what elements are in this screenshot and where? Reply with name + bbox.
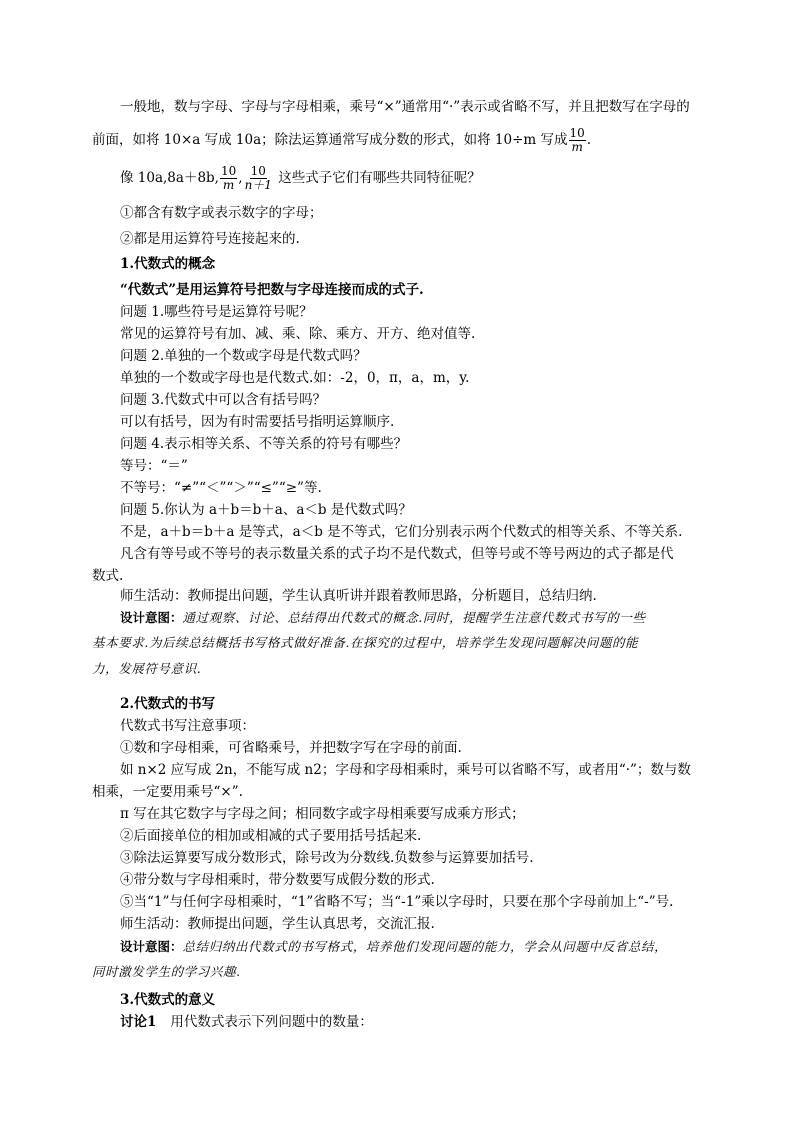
rule-1-pi: π 写在其它数字与字母之间；相同数字或字母相乘要写成乘方形式；	[120, 806, 525, 822]
design-1-line-3: 力，发展符号意识.	[92, 661, 202, 676]
question-2: 问题 2.单独的一个数或字母是代数式吗？	[120, 348, 367, 364]
question-5: 问题 5.你认为 a＋b＝b＋a、a＜b 是代数式吗？	[120, 502, 412, 518]
discussion-text: 用代数式表示下列问题中的数量：	[170, 1014, 373, 1030]
rule-1-example-line-2: 相乘，一定要用乘号“×”.	[92, 784, 243, 800]
question-1: 问题 1.哪些符号是运算符号呢？	[120, 304, 313, 320]
activity-2: 师生活动：教师提出问题，学生认真思考，交流汇报.	[120, 916, 435, 932]
answer-2: 单独的一个数或字母也是代数式.如：-2，0，π，a，m，y.	[120, 370, 470, 386]
discussion-label: 讨论1	[120, 1014, 157, 1030]
design-1-line-1: 设计意图：通过观察、讨论、总结得出代数式的概念.同时，提醒学生注意代数式书写的一些	[120, 610, 646, 625]
rule-4: ④带分数与字母相乘时，带分数要写成假分数的形式.	[120, 872, 435, 888]
answer-3: 可以有括号，因为有时需要括号指明运算顺序.	[120, 414, 395, 430]
intro-line-1: 一般地，数与字母、字母与字母相乘，乘号“×”通常用“·”表示或省略不写，并且把数写在字母的	[120, 99, 690, 115]
intro-line-2-text: 前面，如将 10×a 写成 10a；除法运算通常写成分数的形式，如将 10÷m 写成	[92, 132, 568, 148]
section-2-heading: 2.代数式的书写	[120, 696, 216, 712]
summary-line-1: 凡含有等号或不等号的表示数量关系的式子均不是代数式，但等号或不等号两边的式子都是代	[120, 546, 674, 562]
section-1-heading: 1.代数式的概念	[120, 256, 216, 272]
design-2-line-2: 同时激发学生的学习兴趣.	[92, 964, 241, 979]
definition: “代数式”是用运算符号把数与字母连接而成的式子.	[120, 282, 424, 298]
rule-3: ③除法运算要写成分数形式，除号改为分数线.负数参与运算要加括号.	[120, 850, 534, 866]
feature-1: ①都含有数字或表示数字的字母；	[120, 205, 323, 221]
fraction-10-over-m: $\frac{10}{m}$	[569, 126, 585, 154]
question-4: 问题 4.表示相等关系、不等关系的符号有哪些？	[120, 436, 408, 452]
rule-2: ②后面接单位的相加或相减的式子要用括号括起来.	[120, 828, 422, 844]
fraction-10-over-n-plus-1: $\frac{10}{n+1}$	[244, 164, 272, 192]
question-3: 问题 3.代数式中可以含有括号吗？	[120, 392, 327, 408]
feature-2: ②都是用运算符号连接起来的.	[120, 231, 300, 247]
intro-question: 像 10a,8a＋8b, $\frac{10}{m}$ , $\frac{10}{n+1}$ 这些式子它们有哪些共同特征呢？	[120, 164, 481, 192]
fraction-10-over-m-2: $\frac{10}{m}$	[220, 164, 237, 192]
answer-5: 不是，a＋b＝b＋a 是等式，a＜b 是不等式，它们分别表示两个代数式的相等关系、不等关系.	[120, 524, 683, 540]
writing-notes-intro: 代数式书写注意事项：	[120, 718, 255, 734]
design-2-line-1: 设计意图：总结归纳出代数式的书写格式，培养他们发现问题的能力，学会从问题中反省总结，	[120, 939, 668, 954]
rule-1: ①数和字母相乘，可省略乘号，并把数字写在字母的前面.	[120, 740, 462, 756]
answer-4-equal: 等号：“＝”	[120, 458, 188, 474]
intro-line-2: 前面，如将 10×a 写成 10a；除法运算通常写成分数的形式，如将 10÷m 写成 $\frac{10}{m}$ .	[92, 126, 592, 154]
summary-line-2: 数式.	[92, 568, 124, 584]
answer-1: 常见的运算符号有加、减、乘、除、乘方、开方、绝对值等.	[120, 326, 476, 342]
rule-1-example-line-1: 如 n×2 应写成 2n，不能写成 n2；字母和字母相乘时，乘号可以省略不写，或者用“·”；数与数	[120, 762, 691, 778]
section-3-heading: 3.代数式的意义	[120, 992, 216, 1008]
activity-1: 师生活动：教师提出问题，学生认真听讲并跟着教师思路，分析题目，总结归纳.	[120, 588, 597, 604]
rule-5: ⑤当“1”与任何字母相乘时，“1”省略不写；当“-1”乘以字母时，只要在那个字母前加上“-”号.	[120, 894, 674, 910]
answer-4-inequal: 不等号：“≠”“＜”“＞”“≤”“≥”等.	[120, 480, 322, 496]
discussion-1	[120, 1012, 373, 1032]
design-1-line-2: 基本要求.为后续总结概括书写格式做好准备.在探究的过程中，培养学生发现问题解决问题的能	[92, 635, 639, 650]
